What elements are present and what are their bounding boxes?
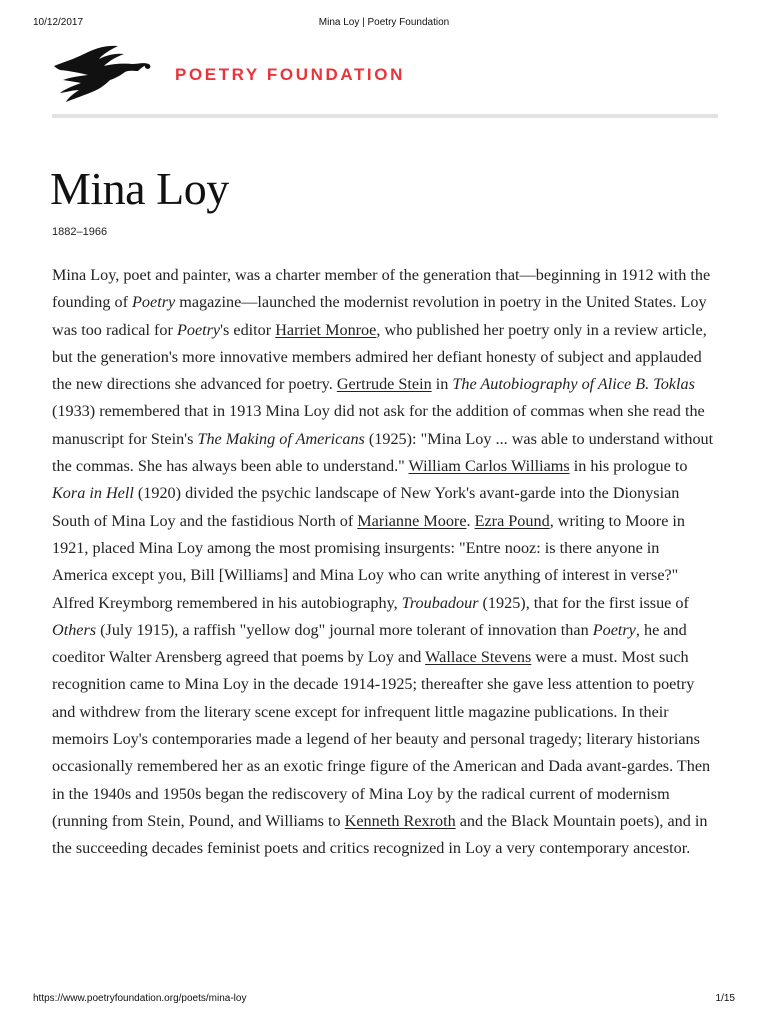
print-page-title: Mina Loy | Poetry Foundation	[318, 17, 450, 28]
link-wallace-stevens[interactable]: Wallace Stevens	[425, 648, 532, 667]
link-marianne-moore[interactable]: Marianne Moore	[357, 511, 467, 530]
print-page-number: 1/15	[715, 993, 735, 1004]
link-gertrude-stein[interactable]: Gertrude Stein	[336, 375, 432, 394]
masthead	[52, 44, 718, 114]
print-date: 10/12/2017	[33, 17, 84, 28]
print-header	[33, 17, 735, 31]
link-kenneth-rexroth[interactable]: Kenneth Rexroth	[344, 811, 456, 830]
link-william-carlos-williams[interactable]: William Carlos Williams	[408, 457, 570, 476]
poet-dates: 1882–1966	[52, 226, 108, 238]
link-ezra-pound[interactable]: Ezra Pound	[474, 511, 550, 530]
print-footer	[33, 993, 735, 1007]
brand-name[interactable]: POETRY FOUNDATION	[175, 65, 405, 84]
header-divider	[52, 114, 718, 118]
pegasus-icon[interactable]	[52, 44, 152, 106]
biography-paragraph: Mina Loy, poet and painter, was a charter member of the generation that—beginning in 1912 with the founding of Poetry magazine—launched the modernist revolution in poetry in the United States. Loy was too radical for Poetry's editor Harriet Monroe, who published her poetry only in a review article, but the generation's more innovative members admired her defiant honesty of subject and applauded the new directions she advanced for poetry. Gertrude Stein in The Autobiography of Alice B. Toklas (1933) remembered that in 1913 Mina Loy did not ask for the addition of commas when she read the manuscript for Stein's The Making of Americans (1925): "Mina Loy ... was able to understand without the commas. She has always been able to understand." William Carlos Williams in his prologue to Kora in Hell (1920) divided the psychic landscape of New York's avant-garde into the Dionysian South of Mina Loy and the fastidious North of Marianne Moore. Ezra Pound, writing to Moore in 1921, placed Mina Loy among the most promising insurgents: "Entre nooz: is there anyone in America except you, Bill [Williams] and Mina Loy who can write anything of interest in verse?" Alfred Kreymborg remembered in his autobiography, Troubadour (1925), that for the first issue of Others (July 1915), a raffish "yellow dog" journal more tolerant of innovation than Poetry, he and coeditor Walter Arensberg agreed that poems by Loy and Wallace Stevens were a must. Most such recognition came to Mina Loy in the decade 1914-1925; thereafter she gave less attention to poetry and withdrew from the literary scene except for infrequent little magazine publications. In their memoirs Loy's contemporaries made a legend of her beauty and personal tragedy; literary historians occasionally remembered her as an exotic fringe figure of the American and Dada avant-gardes. Then in the 1940s and 1950s began the rediscovery of Mina Loy by the radical current of modernism (running from Stein, Pound, and Williams to Kenneth Rexroth and the Black Mountain poets), and in the succeeding decades feminist poets and critics recognized in Loy a very contemporary ancestor.	[52, 266, 714, 858]
poet-name: Mina Loy	[50, 163, 229, 214]
print-url: https://www.poetryfoundation.org/poets/mina-loy	[33, 993, 247, 1004]
link-harriet-monroe[interactable]: Harriet Monroe	[275, 320, 377, 339]
